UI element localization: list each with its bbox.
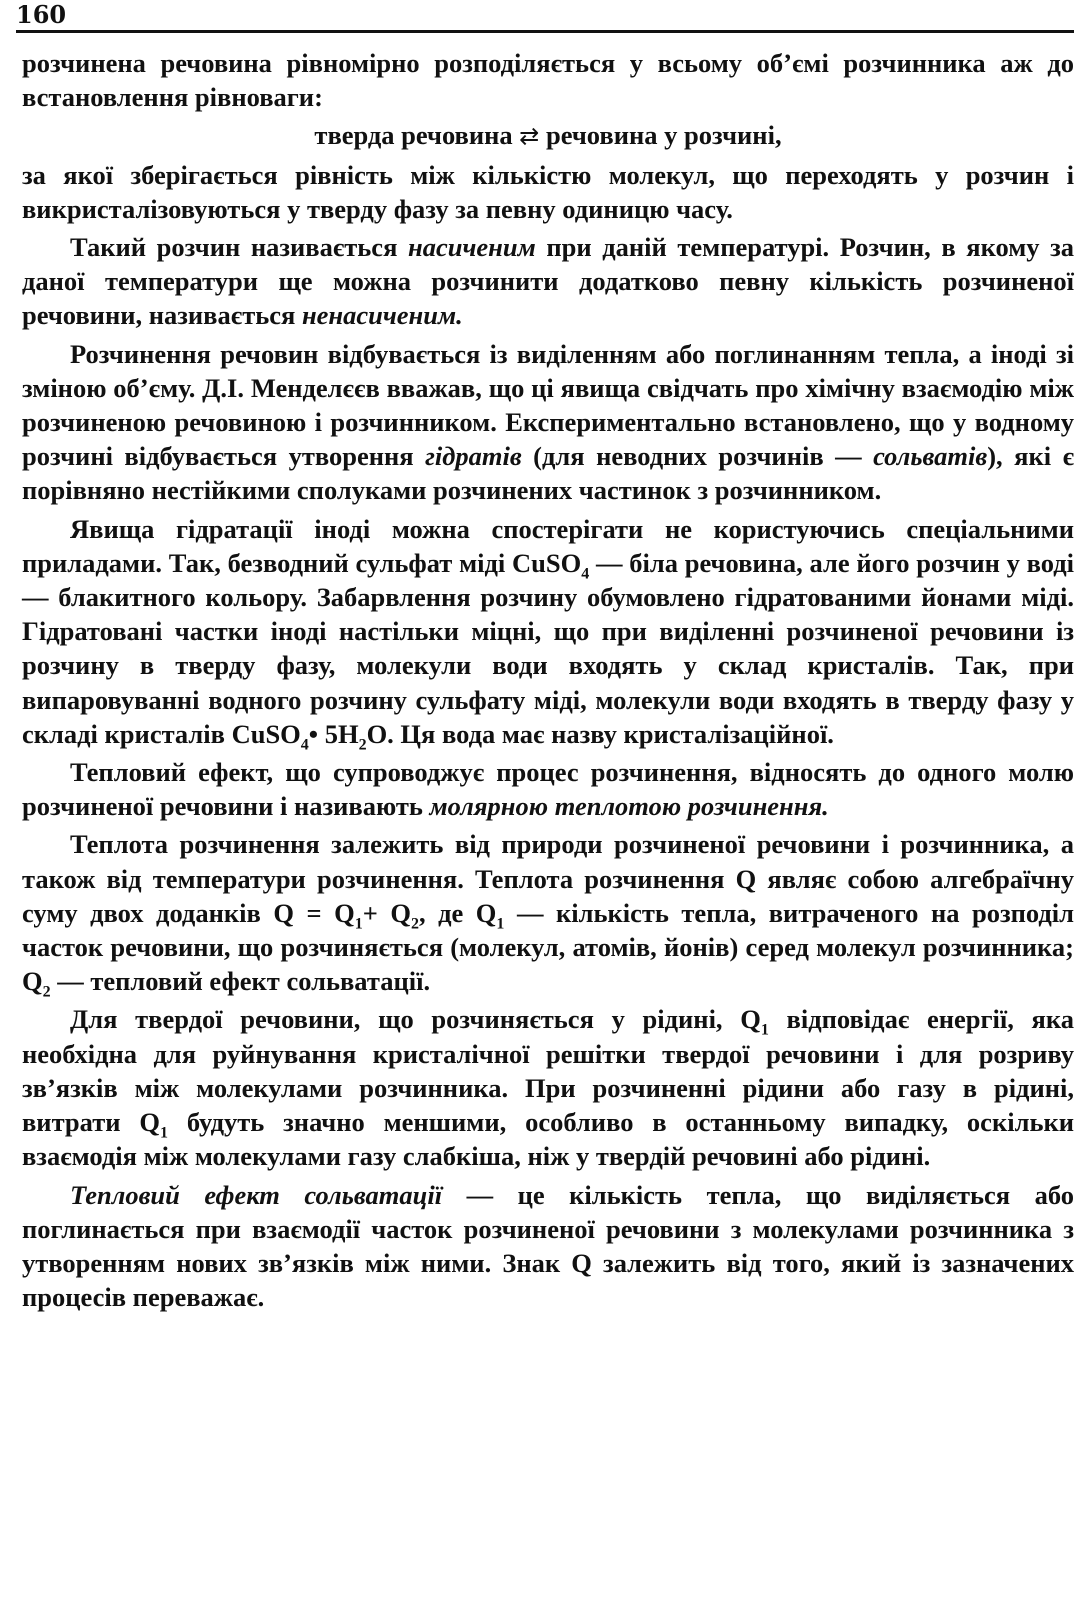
paragraph-3-text-c: ), які є порівняно нестійкими сполуками розчинених частинок з розчинником. xyxy=(22,441,1075,506)
page-number: 160 xyxy=(16,0,67,29)
term-solvates: сольватів xyxy=(873,441,988,472)
paragraph-7-text-a: Для твердої речовини, що розчиняється у рідині, Q xyxy=(70,1004,761,1035)
paragraph-8-text: — це кількість тепла, що виділяється або поглинається при взаємодії часток розчиненої речовини з молекулами розчинника з утворенням нових зв’язків між ними. Знак Q залежить від того, який із зазначених процесів переважає. xyxy=(22,1179,1075,1313)
paragraph-6-text-c: , де Q xyxy=(418,897,497,928)
paragraph-7-text-c: будуть значно меншими, особливо в останньому випадку, оскільки взаємодія між молекулами газу слабкіша, ніж у твердій речовині або рідині. xyxy=(22,1107,1074,1172)
subscript-1: 1 xyxy=(760,1021,769,1039)
document-page xyxy=(16,0,1075,1600)
formula-right: речовина у розчині, xyxy=(546,120,782,151)
subscript-2: 2 xyxy=(358,736,367,754)
paragraph-4-text-b: — біла речовина, але його розчин у воді — блакитного кольору. Забарвлення розчину обумовлено гідратованими йонами міді. Гідратовані частки іноді настільки міцні, що при виділенні розчиненої речовини із розчину в тверду фазу, молекули води входять у склад кристалів. Так, при випаровуванні водного розчину сульфату міді, молекули води входять в тверду фазу у складі кристалів CuSO xyxy=(22,547,1075,749)
subscript-1: 1 xyxy=(354,915,363,933)
term-saturated: насиченим xyxy=(408,232,536,263)
equilibrium-arrow-icon: ⇄ xyxy=(519,122,540,151)
paragraph-1b-text: за якої зберігається рівність між кількістю молекул, що переходять у розчин і викристалізовуються у тверду фазу за певну одиницю часу. xyxy=(22,159,1074,224)
paragraph-2 xyxy=(22,230,1074,333)
term-molar-heat: молярною теплотою розчинення. xyxy=(429,791,829,822)
subscript-1: 1 xyxy=(496,915,505,933)
paragraph-6 xyxy=(22,827,1075,1001)
subscript-1: 1 xyxy=(159,1124,168,1142)
paragraph-2-text-b: при даній температурі. Розчин, в якому за даної температури ще можна розчинити додатково певну кількість розчиненої речовини, називається xyxy=(22,232,1075,331)
subscript-4: 4 xyxy=(300,736,309,754)
paragraph-1-text: розчинена речовина рівномірно розподіляється у всьому об’ємі розчинника аж до встановлення рівноваги: xyxy=(22,48,1074,113)
paragraph-4-text-d: O. Ця вода має назву кристалізаційної. xyxy=(366,718,834,749)
paragraph-8 xyxy=(22,1178,1074,1315)
paragraph-5 xyxy=(22,755,1074,823)
paragraph-6-text-b: + Q xyxy=(362,897,411,928)
term-unsaturated: ненасиченим. xyxy=(301,300,463,331)
equilibrium-formula xyxy=(22,118,1074,153)
formula-left: тверда речовина xyxy=(314,120,513,151)
paragraph-3-text-a: Розчинення речовин відбувається із виділенням або поглинанням тепла, а іноді зі зміною об’єму. Д.І. Менделєєв вважав, що ці явища свідчать про хімічну взаємодію між розчиненою речовиною і розчинником. Експериментально встановлено, що у водному розчині відбувається утворення xyxy=(22,338,1074,472)
paragraph-2-text-a: Такий розчин називається xyxy=(70,232,398,263)
subscript-2: 2 xyxy=(410,915,419,933)
header-rule xyxy=(16,30,1074,33)
page-header xyxy=(16,0,1074,36)
paragraph-4-text-c: • 5H xyxy=(308,718,359,749)
body-text xyxy=(22,46,1074,1314)
paragraph-1 xyxy=(22,46,1074,114)
paragraph-1-continued xyxy=(22,158,1074,226)
paragraph-3-text-b: (для неводних розчинів — xyxy=(533,441,862,472)
paragraph-7 xyxy=(22,1002,1074,1173)
paragraph-6-text-d: — кількість тепла, витраченого на розподіл часток речовини, що розчиняється (молекул, атомів, йонів) серед молекул розчинника; Q xyxy=(22,897,1075,997)
term-hydrates: гідратів xyxy=(425,441,522,472)
term-solvation-heat: Тепловий ефект сольватації xyxy=(70,1179,443,1210)
paragraph-4-text-a: Явища гідратації іноді можна спостерігати не користуючись спеціальними приладами. Так, безводний сульфат міді CuSO xyxy=(22,513,1074,578)
paragraph-7-text-b: відповідає енергії, яка необхідна для руйнування кристалічної решітки твердої речовини і для розриву зв’язків між молекулами розчинника. При розчиненні рідини або газу в рідині, витрати Q xyxy=(22,1004,1074,1138)
paragraph-6-text-e: — тепловий ефект сольватації. xyxy=(57,966,431,997)
subscript-2: 2 xyxy=(42,983,51,1001)
paragraph-5-text: Тепловий ефект, що супроводжує процес розчинення, відносять до одного молю розчиненої речовини і називають xyxy=(22,757,1074,822)
paragraph-4 xyxy=(22,512,1075,754)
paragraph-3 xyxy=(22,337,1074,508)
subscript-4: 4 xyxy=(581,565,590,583)
paragraph-6-text-a: Теплота розчинення залежить від природи розчиненої речовини і розчинника, а також від температури розчинення. Теплота розчинення Q являє собою алгебраїчну суму двох доданків Q = Q xyxy=(22,829,1074,928)
